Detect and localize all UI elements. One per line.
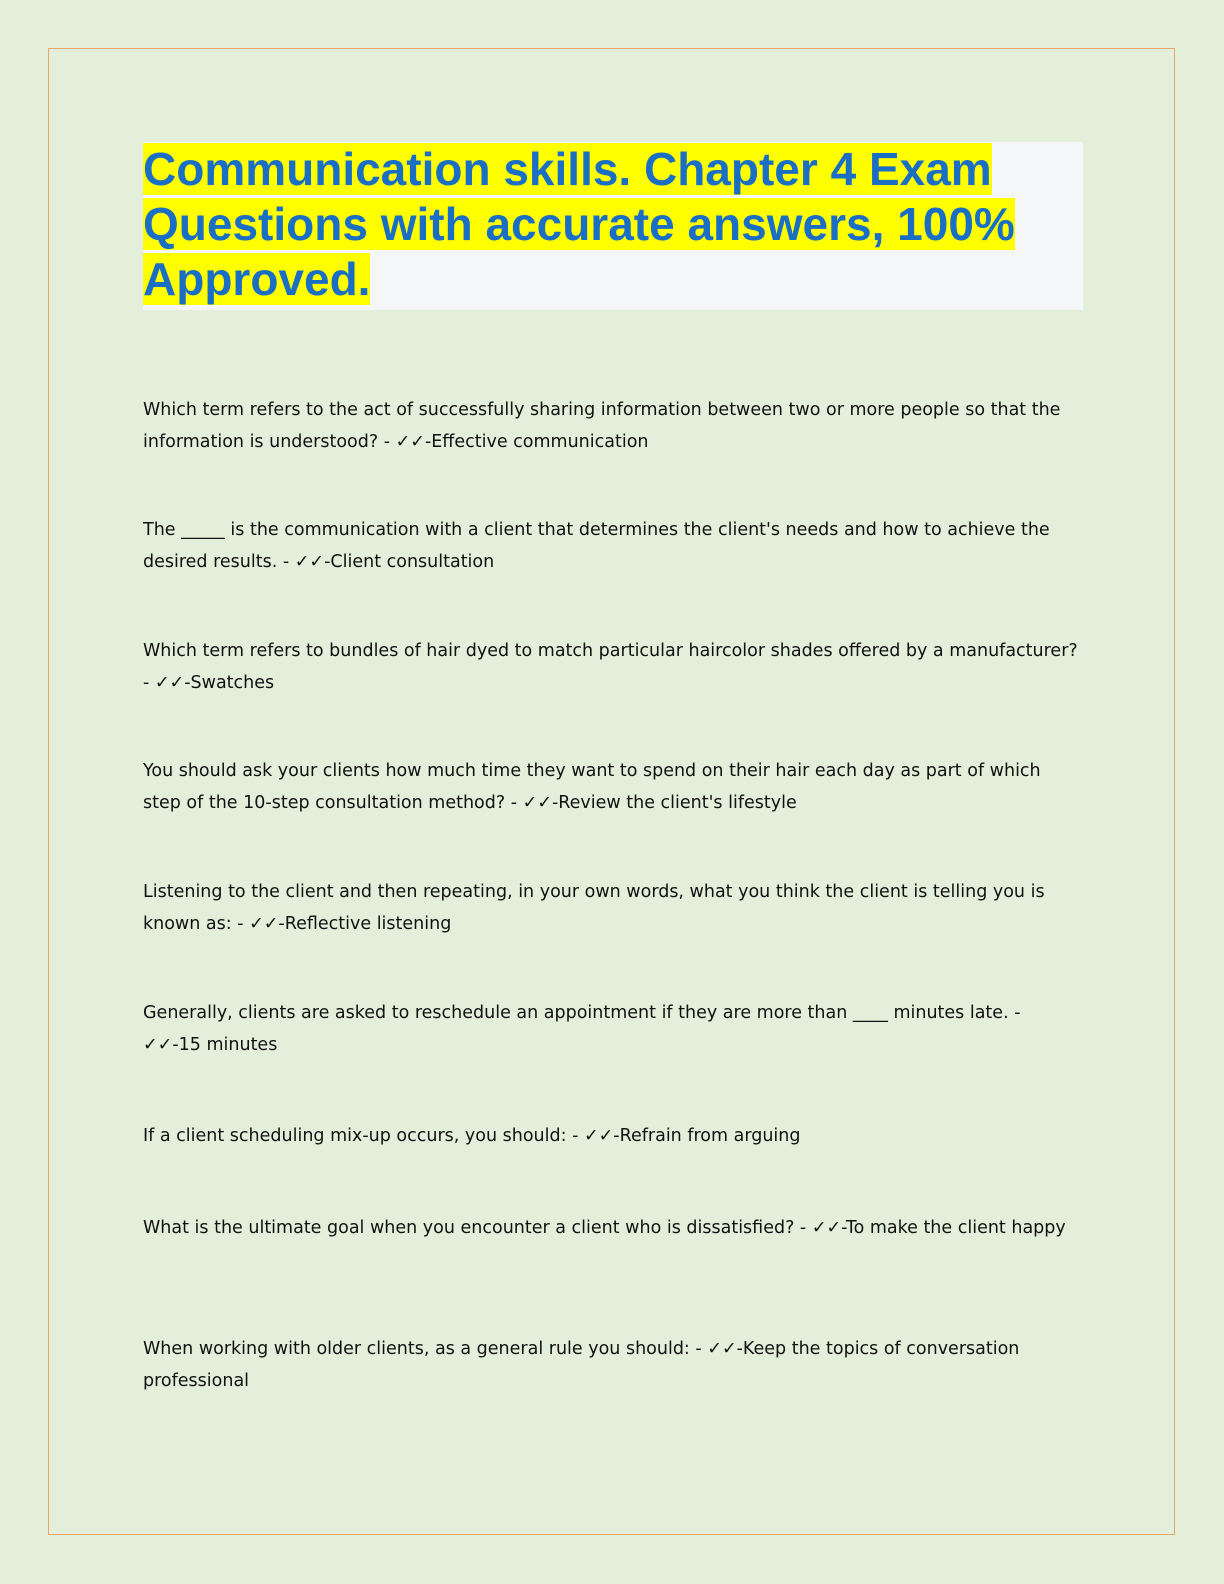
check-mark-icon: ✓✓	[522, 793, 552, 813]
question-text: You should ask your clients how much time they want to spend on their hair each day as part of which step of the 10-step consultation method?	[143, 761, 1041, 813]
check-mark-icon: ✓✓	[707, 1339, 737, 1359]
check-mark-icon: ✓✓	[154, 673, 185, 693]
check-mark-icon: ✓✓	[294, 552, 325, 572]
question-text: The _____ is the communication with a client that determines the client's needs and how to achieve the desired results.	[143, 520, 1050, 572]
check-mark-icon: ✓✓	[249, 914, 279, 934]
separator: -	[277, 552, 295, 572]
check-mark-icon: ✓✓	[811, 1218, 842, 1238]
question-text: Generally, clients are asked to reschedule an appointment if they are more than ____ minutes late.	[143, 1003, 1009, 1023]
question-item-6	[143, 997, 1083, 1061]
check-mark-icon: ✓✓	[143, 1035, 173, 1055]
question-item-9	[143, 1333, 1083, 1397]
question-text: Which term refers to bundles of hair dyed to match particular haircolor shades offered by a manufacturer?	[143, 641, 1078, 661]
answer-text: -Keep the topics of conversation professional	[143, 1339, 1020, 1391]
title-block	[143, 142, 1083, 310]
answer-text: -Effective communication	[424, 432, 649, 452]
question-item-4	[143, 755, 1083, 819]
answer-text: -Reflective listening	[278, 914, 452, 934]
answer-text: -15 minutes	[172, 1035, 278, 1055]
separator: -	[231, 914, 250, 934]
document-title	[143, 142, 1083, 307]
separator: -	[794, 1218, 812, 1238]
separator: -	[378, 432, 396, 452]
question-text: Which term refers to the act of successfully sharing information between two or more people so that the information is understood?	[143, 400, 1061, 452]
answer-text: -Refrain from arguing	[613, 1126, 801, 1146]
question-item-8	[143, 1212, 1083, 1244]
answer-text: -Review the client's lifestyle	[551, 793, 797, 813]
answer-text: -To make the client happy	[841, 1218, 1066, 1238]
question-text: What is the ultimate goal when you encounter a client who is dissatisfied?	[143, 1218, 795, 1238]
separator: -	[689, 1339, 708, 1359]
answer-text: -Swatches	[184, 673, 275, 693]
title-line-3: Approved.	[143, 253, 371, 305]
title-line-1: Communication skills. Chapter 4 Exam	[143, 143, 992, 195]
answer-text: -Client consultation	[324, 552, 495, 572]
question-item-2	[143, 514, 1083, 578]
question-text: If a client scheduling mix-up occurs, you should:	[143, 1126, 567, 1146]
question-item-5	[143, 876, 1083, 940]
separator: -	[1008, 1003, 1021, 1023]
check-mark-icon: ✓✓	[395, 432, 425, 452]
check-mark-icon: ✓✓	[583, 1126, 614, 1146]
separator: -	[143, 673, 155, 693]
separator: -	[505, 793, 523, 813]
question-item-3	[143, 635, 1083, 699]
question-text: Listening to the client and then repeating, in your own words, what you think the client is telling you is known as:	[143, 882, 1045, 934]
question-item-1	[143, 394, 1083, 458]
title-line-2: Questions with accurate answers, 100%	[143, 198, 1015, 250]
question-item-7	[143, 1120, 1083, 1152]
question-text: When working with older clients, as a general rule you should:	[143, 1339, 690, 1359]
separator: -	[566, 1126, 584, 1146]
